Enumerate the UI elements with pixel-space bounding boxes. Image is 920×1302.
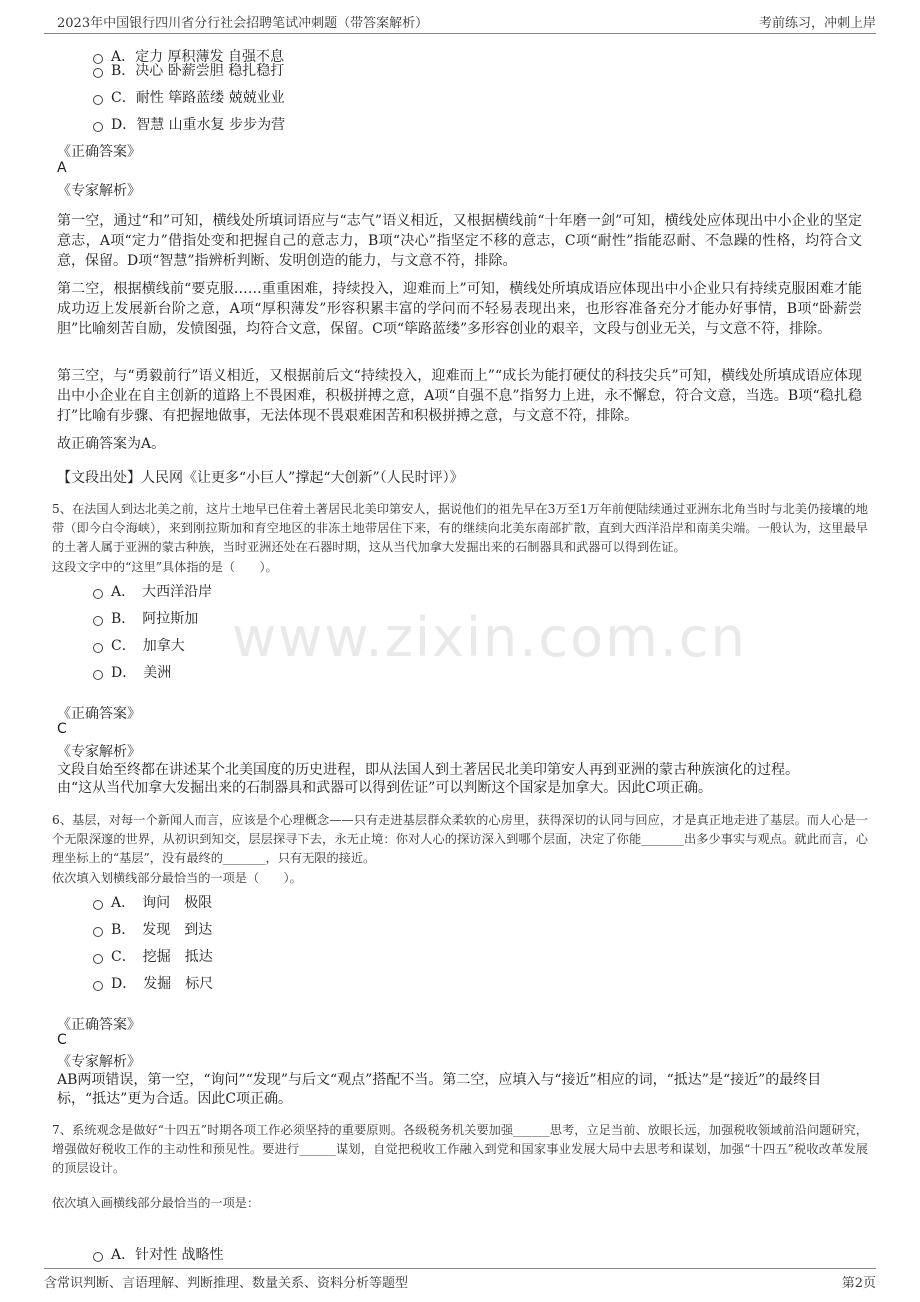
header-slogan: 考前练习，冲刺上岸 [758, 16, 876, 31]
radio-icon[interactable] [93, 1252, 103, 1262]
option-label: C． 挖掘 抵达 [111, 949, 213, 965]
radio-icon[interactable] [93, 670, 103, 680]
footer-description: 含常识判断、言语理解、判断推理、数量关系、资料分析等题型 [44, 1276, 409, 1291]
q5-answer: C [57, 721, 67, 737]
q5-analysis-line: 由“这从当代加拿大发掘出来的石制器具和武器可以得到佐证”可以判断这个国家是加拿大。因此C项正确。 [57, 780, 713, 796]
q7-option-a[interactable] [93, 1244, 224, 1264]
q5-option-d[interactable] [93, 662, 171, 682]
q5-option-a[interactable] [93, 581, 212, 601]
option-label: A． 询问 极限 [111, 895, 213, 911]
q5-analysis-label: 《专家解析》 [57, 744, 141, 760]
q5-option-c[interactable] [93, 635, 185, 655]
radio-icon[interactable] [93, 900, 103, 910]
q6-answer-label: 《正确答案》 [57, 1017, 141, 1033]
radio-icon[interactable] [93, 616, 103, 626]
q6-analysis-label: 《专家解析》 [57, 1054, 141, 1070]
option-label: B． 阿拉斯加 [111, 611, 199, 627]
option-label: D． 发掘 标尺 [111, 976, 214, 992]
radio-icon[interactable] [93, 95, 103, 105]
page-header [0, 0, 920, 34]
q5-question: 这段文字中的“这里”具体指的是（ ）。 [52, 560, 278, 574]
radio-icon[interactable] [93, 122, 103, 132]
q4-answer-label: 《正确答案》 [57, 144, 141, 160]
header-divider [44, 33, 876, 34]
q5-analysis-line: 文段自始至终都在讲述某个北美国度的历史进程，即从法国人到土著居民北美印第安人再到亚洲的蒙古种族演化的过程。 [57, 762, 799, 778]
q6-analysis-line: 标，“抵达”更为合适。因此C项正确。 [57, 1091, 293, 1107]
option-label: C． 加拿大 [111, 638, 185, 654]
q6-option-b[interactable] [93, 919, 212, 939]
q4-source: 【文段出处】人民网《让更多“小巨人”撑起“大创新”（人民时评）》 [57, 470, 464, 486]
q5-answer-label: 《正确答案》 [57, 706, 141, 722]
q4-analysis-paragraph: 第二空，根据横线前“要克服……重重困难，持续投入，迎难而上”可知，横线处所填成语应体现出中小企业只有持续克服困难才能成功迈上发展新台阶之意，A项“厚积薄发”形容积累丰富的学问而不轻易表现出来，也形容准备充分才能办好事情，B项“卧薪尝胆”比喻刻苦自励，发愤图强，均符合文意，保留。C项“筚路蓝缕”多形容创业的艰辛，文段与创业无关，与文意不符，排除。 [57, 281, 862, 337]
radio-icon[interactable] [93, 981, 103, 991]
footer-divider [44, 1268, 876, 1269]
page-number: 第2页 [841, 1276, 876, 1291]
q4-option-b[interactable] [93, 60, 284, 80]
q4-analysis-paragraph: 第一空，通过“和”可知，横线处所填词语应与“志气”语义相近，又根据横线前“十年磨一剑”可知，横线处应体现出中小企业的坚定意志，A项“定力”借指处变和把握自己的意志力，B项“决心”指坚定不移的意志，C项“耐性”指能忍耐、不急躁的性格，均符合文意，保留。D项“智慧”指辨析判断、发明创造的能力，与文意不符，排除。 [57, 213, 862, 269]
radio-icon[interactable] [93, 68, 103, 78]
q6-analysis-line: AB两项错误，第一空，“询问”“发现”与后文“观点”搭配不当。第二空，应填入与“接近”相应的词，“抵达”是“接近”的最终目 [57, 1072, 822, 1088]
q4-analysis-label: 《专家解析》 [57, 183, 141, 199]
q7-stem: 7、系统观念是做好“十四五”时期各项工作必须坚持的重要原则。各级税务机关要加强______思考，立足当前、放眼长远，加强税收领域前沿问题研究，增强做好税收工作的主动性和预见性。要进行______谋划，自觉把税收工作融入到党和国家事业发展大局中去思考和谋划，加强“十四五”税收改革发展的顶层设计。 [52, 1123, 868, 1175]
option-label: C．耐性 筚路蓝缕 兢兢业业 [111, 90, 285, 106]
q6-option-c[interactable] [93, 946, 213, 966]
q4-answer: A [57, 160, 67, 176]
q4-option-c[interactable] [93, 87, 285, 107]
document-title: 2023年中国银行四川省分行社会招聘笔试冲刺题（带答案解析） [57, 16, 429, 31]
radio-icon[interactable] [93, 954, 103, 964]
option-label: B． 发现 到达 [111, 922, 213, 938]
watermark: www.zixin.com.cn [232, 606, 747, 669]
q4-conclusion: 故正确答案为A。 [57, 436, 166, 452]
option-label: A． 大西洋沿岸 [111, 584, 213, 600]
option-label: D．智慧 山重水复 步步为营 [111, 117, 286, 133]
q6-option-a[interactable] [93, 892, 212, 912]
q7-question: 依次填入画横线部分最恰当的一项是： [52, 1196, 260, 1210]
q5-stem: 5、在法国人到达北美之前，这片土地早已住着土著居民北美印第安人，据说他们的祖先早在3万至1万年前便陆续通过亚洲东北角当时与北美仍接壤的地带（即今白令海峡），来到刚拉斯加和育空地区的非冻土地带居住下来，有的继续向北美东南部扩散，直到大西洋沿岸和南美尖端。一般认为，这里最早的土著人属于亚洲的蒙古种族，当时亚洲还处在石器时期，这从当代加拿大发掘出来的石制器具和武器可以得到佐证。 [52, 502, 868, 554]
q4-analysis-paragraph: 第三空，与“勇毅前行”语义相近，又根据前后文“持续投入，迎难而上”“成长为能打硬仗的科技尖兵”可知，横线处所填成语应体现出中小企业在自主创新的道路上不畏困难，积极拼搏之意，A项“自强不息”指努力上进，永不懈怠，符合文意，当选。B项“稳扎稳打”比喻有步骤、有把握地做事，无法体现不畏艰难困苦和积极拼搏之意，与文意不符，排除。 [57, 368, 862, 424]
q6-question: 依次填入划横线部分最恰当的一项是（ ）。 [52, 871, 302, 885]
radio-icon[interactable] [93, 589, 103, 599]
option-label: A．针对性 战略性 [111, 1247, 224, 1263]
option-label: B．决心 卧薪尝胆 稳扎稳打 [111, 63, 285, 79]
option-label: D． 美洲 [111, 665, 172, 681]
radio-icon[interactable] [93, 643, 103, 653]
q6-answer: C [57, 1032, 67, 1048]
q4-option-d[interactable] [93, 114, 285, 134]
q5-option-b[interactable] [93, 608, 198, 628]
option-label: A．定力 厚积薄发 自强不息 [111, 49, 285, 65]
q6-stem: 6、基层，对每一个新闻人而言，应该是个心理概念——只有走进基层群众柔软的心房里，获得深切的认同与回应，才是真正地走进了基层。而人心是一个无限深邃的世界，从初识到知交，层层探寻下去，永无止境：你对人心的探访深入到哪个层面，决定了你能_______出多少事实与观点。就此而言，心理坐标上的“基层”，没有最终的_______，只有无限的接近。 [52, 813, 868, 865]
radio-icon[interactable] [93, 927, 103, 937]
q6-option-d[interactable] [93, 973, 213, 993]
